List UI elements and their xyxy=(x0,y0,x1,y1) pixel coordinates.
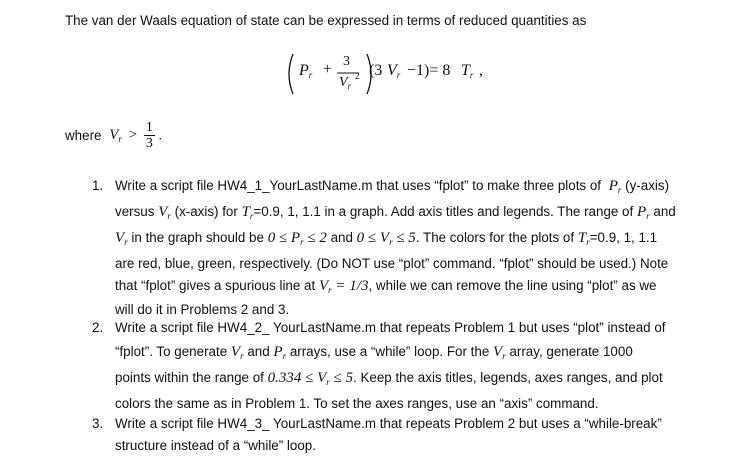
eq-plus: + xyxy=(323,61,333,78)
eq-comma: , xyxy=(479,62,483,79)
where-gt: > xyxy=(128,127,138,143)
problem-2-line-3: points within the range of $0.334 \le V_r \le 5$. Keep the axis titles, legends, axes ranges, and plot xyxy=(115,370,663,387)
problem-3-line-2: structure instead of a “while” loop. xyxy=(115,438,316,453)
problem-3-number: 3. xyxy=(92,416,104,431)
where-fraction: $\frac{1}{3}$ xyxy=(145,120,153,151)
eq-p: $P_r$ xyxy=(299,62,313,80)
problem-1-line-3: $V_r$ in the graph should be $0 \le P_r \le 2$ and $0 \le V_r \le 5$. The colors for the plots of $T_r=0.9$, 1, 1.1 xyxy=(115,230,658,247)
where-label: where xyxy=(65,128,102,143)
problem-2-number: 2. xyxy=(92,320,104,335)
eq-three: 3 xyxy=(343,54,350,69)
where-condition xyxy=(65,120,162,160)
eq-t: $T_r$ xyxy=(461,62,474,80)
where-v: $V_r$ xyxy=(109,127,122,144)
problem-1-line-4: are red, blue, green, respectively. (Do NOT use “plot” command. “fplot” should be used.) Note xyxy=(115,256,669,271)
problem-1-line-2: versus $V_r$ (x-axis) for $T_r=0.9$, 1, 1.1 in a graph. Add axis titles and legends. The range of $P_r$ and xyxy=(115,204,676,221)
problem-2-line-1: Write a script file HW4_2_ YourLastName.m that repeats Problem 1 but uses “plot” instead of xyxy=(115,320,666,335)
eq-v: $V_r$ xyxy=(387,62,401,80)
intro-text: The van der Waals equation of state can be expressed in terms of reduced quantities as xyxy=(65,13,587,28)
problem-1-line-6: will do it in Problems 2 and 3. xyxy=(115,302,290,317)
problem-2-line-2: “fplot”. To generate $V_r$ and $P_r$ arrays, use a “while” loop. For the $V_r$ array, generate 1000 xyxy=(115,344,633,361)
problem-1-line-5: that “fplot” gives a spurious line at $V_r = 1/3$, while we can remove the line using “plot” as we xyxy=(115,278,657,295)
vdw-equation xyxy=(283,46,513,102)
problem-2-line-4: colors the same as in Problem 1. To set the axes ranges, use an “axis” command. xyxy=(115,396,599,411)
eq-v-denominator: $V_r$ xyxy=(339,75,352,91)
problem-1-line-1: Write a script file HW4_1_YourLastName.m that uses “fplot” to make three plots of $P_r$ (y-axis) xyxy=(115,178,670,195)
eq-mid: −1)= 8 xyxy=(407,62,451,79)
problem-3-line-1: Write a script file HW4_3_ YourLastName.m that repeats Problem 2 but uses a “while-break” xyxy=(115,416,662,431)
problem-1-number: 1. xyxy=(92,178,104,193)
eq-open: (3 xyxy=(369,62,383,79)
where-period: . xyxy=(158,127,162,143)
eq-squared: 2 xyxy=(355,71,360,81)
